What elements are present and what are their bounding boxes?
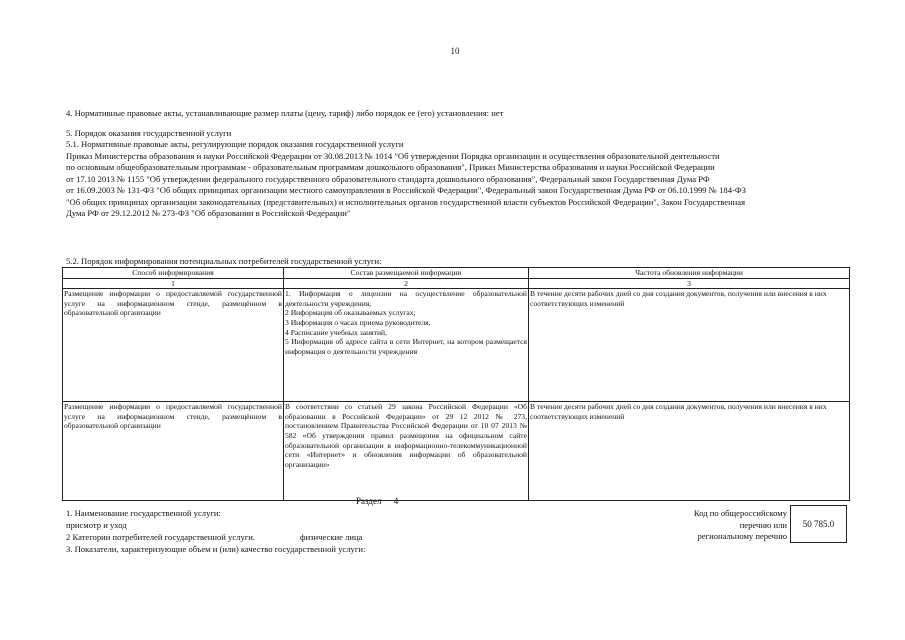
information-table bbox=[62, 267, 850, 501]
acts-line: "Об общих принципах организации законодательных (представительных) и исполнительных органов государственной власти субъектов Российской Федерации", Закон Государственная bbox=[66, 196, 746, 207]
frequency-cell: В течение десяти рабочих дней со дня создания документов, получения или внесения в них соответствующих изменений bbox=[529, 289, 850, 402]
table-row bbox=[63, 402, 850, 501]
page-number: 10 bbox=[450, 46, 460, 56]
service-name-label: 1. Наименование государственной услуги: bbox=[66, 508, 221, 518]
acts-line: Дума РФ от 29.12.2012 № 273-ФЗ "Об образовании в Российской Федерации" bbox=[66, 208, 351, 219]
content-cell bbox=[284, 289, 529, 402]
frequency-cell: В течение десяти рабочих дней со дня создания документов, получения или внесения в них соответствующих изменений bbox=[529, 402, 850, 501]
registry-code-box: 50 785.0 bbox=[790, 505, 847, 543]
consumer-category-label: 2 Категории потребителей государственной услуги. bbox=[66, 532, 255, 542]
content-line: 2 Информация об оказываемых услугах; bbox=[285, 308, 416, 318]
acts-line: от 17.10 2013 № 1155 "Об утверждении федерального государственного образовательного стандарта дошкольного образования", Федеральный закон Государственная Дума РФ bbox=[66, 173, 710, 184]
section51-title: 5.1. Нормативные правовые акты, регулирующие порядок оказания государственной услуги bbox=[66, 139, 404, 149]
table-number-row bbox=[63, 278, 850, 289]
content-line: 4 Расписание учебных занятий, bbox=[285, 327, 388, 337]
service-name-value: присмотр и уход bbox=[66, 520, 127, 530]
section-header bbox=[356, 496, 398, 506]
code-label-line: перечню или bbox=[739, 519, 787, 530]
code-label-line: Код по общероссийскому bbox=[693, 508, 787, 518]
method-cell: Размещение информации о предоставляемой государственной услуге на информационном стенде, размещённом в образовательной организации bbox=[63, 402, 284, 501]
section5-title: 5. Порядок оказания государственной услуги bbox=[66, 128, 232, 138]
content-line: 1. Информация о лицензии на осуществление образовательной деятельности учреждения, bbox=[285, 289, 527, 308]
section-number: 4 bbox=[393, 496, 399, 506]
acts-line: от 16.09.2003 № 131-ФЗ "Об общих принципах организации местного самоуправления в Российской Федерации", Федеральный закон Государственная Дума РФ от 06.10.1999 № 184-ФЗ bbox=[66, 185, 746, 196]
column-number: 2 bbox=[284, 278, 529, 289]
header-method: Способ информирования bbox=[63, 268, 284, 279]
acts-line: по основным общеобразовательным программам - образовательным программам дошкольного образования", Приказ Министерства образования и науки Российской Федерации bbox=[66, 162, 715, 173]
column-number: 1 bbox=[63, 278, 284, 289]
section-label: Раздел bbox=[356, 496, 382, 506]
indicators-label: 3. Показатели, характеризующие объем и (или) качество государственной услуги: bbox=[66, 544, 366, 554]
code-label-line: региональному перечню bbox=[697, 531, 787, 541]
table-row bbox=[63, 289, 850, 402]
method-cell: Размещение информации о предоставляемой государственной услуге на информационном стенде, размещённом в образовательной организации bbox=[63, 289, 284, 402]
registry-code-label bbox=[694, 508, 787, 543]
content-line: 5 Информация об адресе сайта в сети Интернет, на котором размещается информация о деятельности учреждения bbox=[285, 337, 527, 356]
content-line: 3 Информация о часах приема руководителя, bbox=[285, 317, 431, 327]
acts-line: Приказ Министерства образования и науки Российской Федерации от 30.08.2013 № 1014 "Об утверждении Порядка организации и осуществления образовательной деятельности bbox=[66, 151, 720, 161]
section52-title: 5.2. Порядок информирования потенциальных потребителей государственной услуги: bbox=[66, 256, 382, 266]
section4-normative-acts: 4. Нормативные правовые акты, устанавливающие размер платы (цену, тариф) либо порядок ее (его) установления: нет bbox=[66, 108, 504, 118]
column-number: 3 bbox=[529, 278, 850, 289]
consumer-category-value: физические лица bbox=[300, 532, 363, 542]
header-frequency: Частота обновления информации bbox=[529, 268, 850, 279]
header-content: Состав размещаемой информации bbox=[284, 268, 529, 279]
content-cell: В соответствии со статьей 29 закона Российской Федерации «Об образовании в Российской Федерации» от 29 12 2012 № 273, постановлением Правительства Российской Федерации от 10 07 2013 № 582 «Об утверждении правил размещения на официальном сайте образовательной организации в информационно-телекоммуникационной сети «Интернет» и обновления информации об образовательной организации» bbox=[284, 402, 529, 501]
normative-acts-list bbox=[66, 151, 846, 219]
table-header-row bbox=[63, 268, 850, 279]
